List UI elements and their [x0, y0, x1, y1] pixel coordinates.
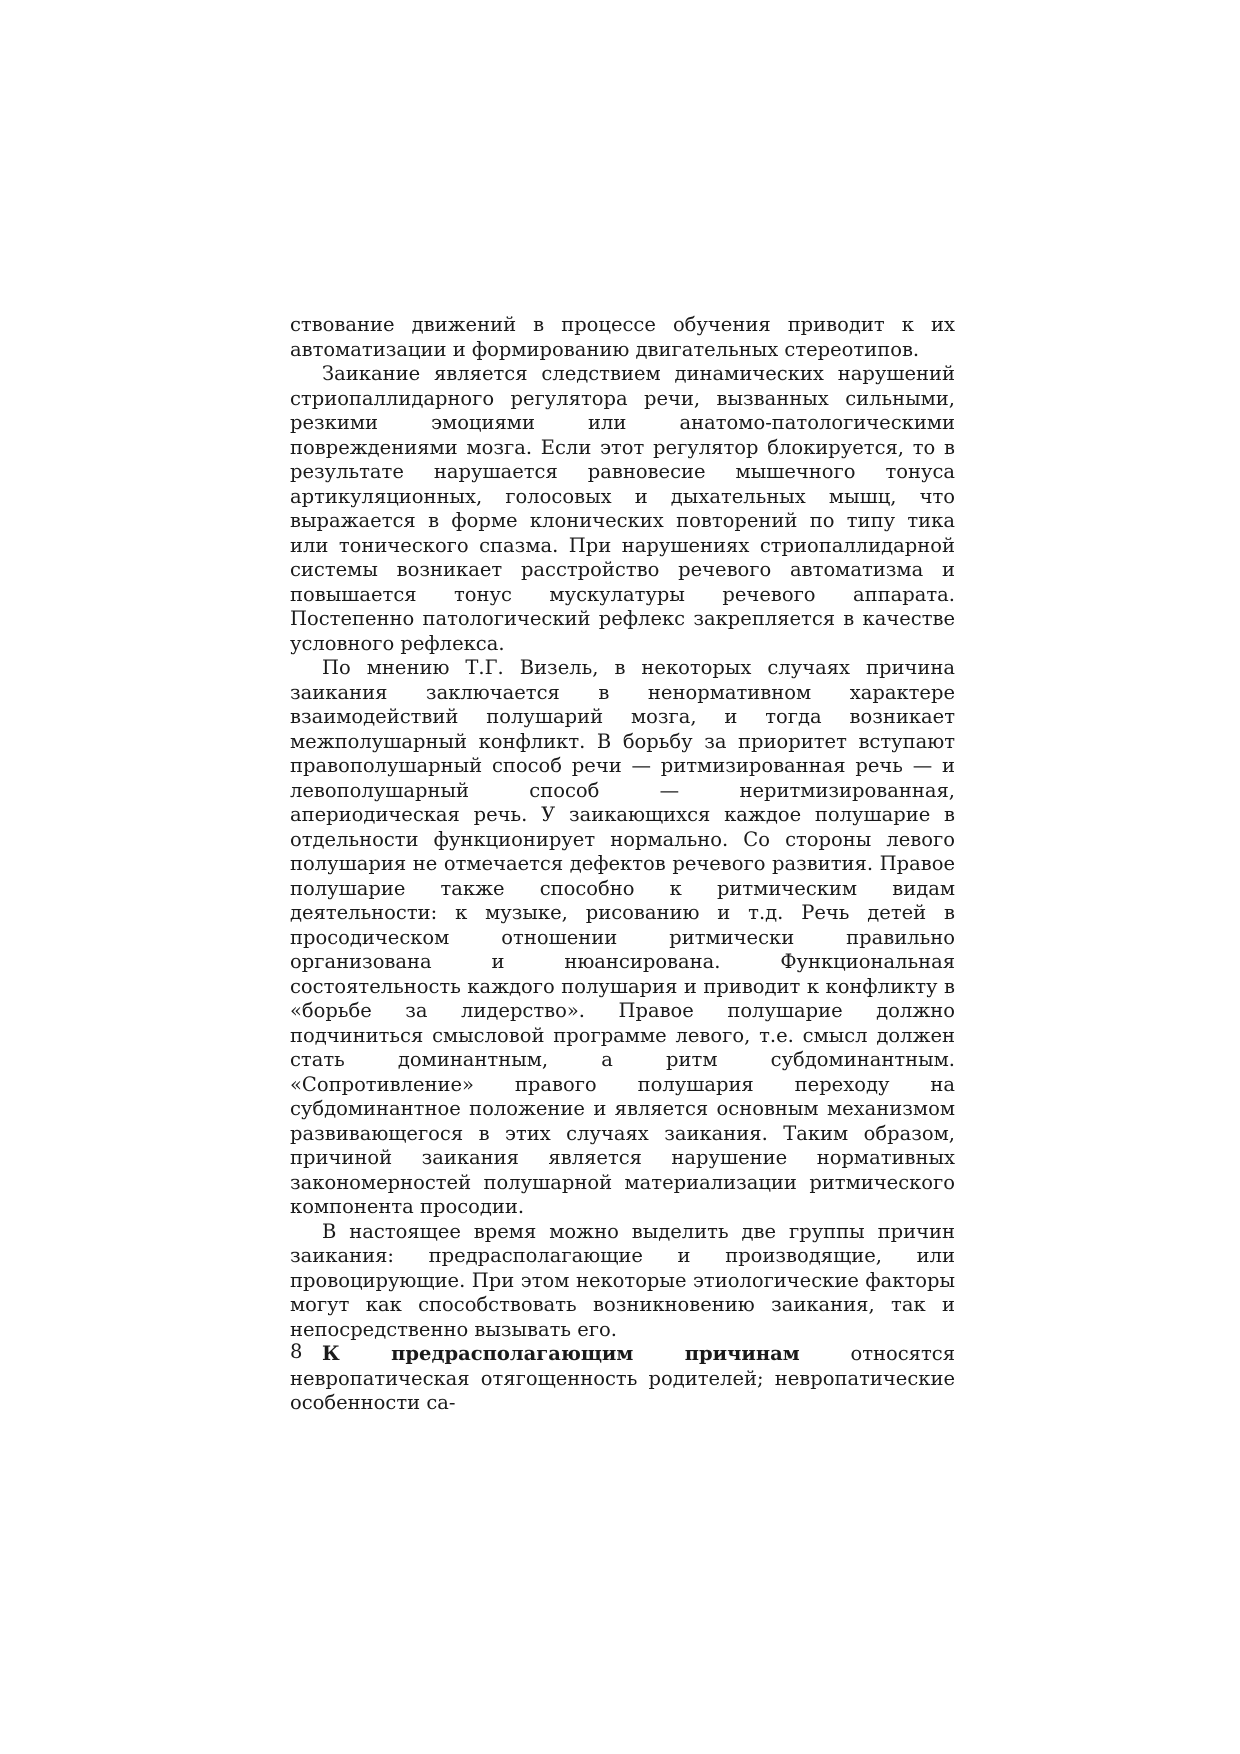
bold-lead-term: К предрасполагающим причинам: [322, 1342, 800, 1365]
page-number: 8: [290, 1340, 303, 1363]
paragraph-5: [290, 1342, 955, 1416]
paragraph-2: Заикание является следствием динамических нарушений стриопаллидарного регулятора речи, вызванных сильными, резкими эмоциями или анатомо-патологическими повреждениями мозга. Если этот регулятор блокируется, то в результате нарушается равновесие мышечного тонуса артикуляционных, голосовых и дыхательных мышц, что выражается в форме клонических повторений по типу тика или тонического спазма. При нарушениях стриопаллидарной системы возникает расстройство речевого автоматизма и повышается тонус мускулатуры речевого аппарата. Постепенно патологический рефлекс закрепляется в качестве условного рефлекса.: [290, 362, 955, 655]
paragraph-3: По мнению Т.Г. Визель, в некоторых случаях причина заикания заключается в ненормативном характере взаимодействий полушарий мозга, и тогда возникает межполушарный конфликт. В борьбу за приоритет вступают правополушарный способ речи — ритмизированная речь — и левополушарный способ — неритмизированная, апериодическая речь. У заикающихся каждое полушарие в отдельности функционирует нормально. Со стороны левого полушария не отмечается дефектов речевого развития. Правое полушарие также способно к ритмическим видам деятельности: к музыке, рисованию и т.д. Речь детей в просодическом отношении ритмически правильно организована и нюансирована. Функциональная состоятельность каждого полушария и приводит к конфликту в «борьбе за лидерство». Правое полушарие должно подчиниться смысловой программе левого, т.е. смысл должен стать доминантным, а ритм субдоминантным. «Сопротивление» правого полушария переходу на субдоминантное положение и является основным механизмом развивающегося в этих случаях заикания. Таким образом, причиной заикания является нарушение нормативных закономерностей полушарной материализации ритмического компонента просодии.: [290, 656, 955, 1218]
paragraph-5-text: относятся невропатическая отягощенность родителей; невропатические особенности са-: [290, 1342, 955, 1414]
paragraph-1: ствование движений в процессе обучения приводит к их автоматизации и формированию двигательных стереотипов.: [290, 313, 955, 361]
body-text: [290, 313, 955, 1416]
paragraph-4: В настоящее время можно выделить две группы причин заикания: предрасполагающие и производящие, или провоцирующие. При этом некоторые этиологические факторы могут как способствовать возникновению заикания, так и непосредственно вызывать его.: [290, 1219, 955, 1341]
